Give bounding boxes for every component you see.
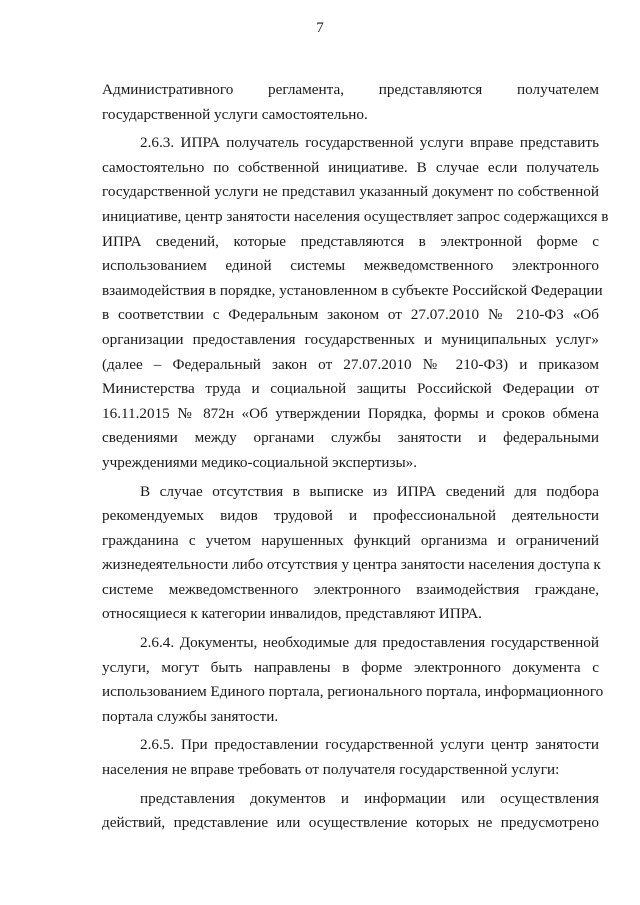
text-line: 2.6.4. Документы, необходимые для предоставления государственной	[140, 634, 599, 652]
text-line: жизнедеятельности либо отсутствия у центра занятости населения доступа к	[102, 556, 601, 574]
text-line: Административного регламента, представляются получателем	[102, 81, 599, 98]
text-line: государственной услуги самостоятельно.	[102, 105, 368, 123]
text-line: взаимодействия в порядке, установленном в субъекте Российской Федерации	[102, 281, 603, 299]
text-line: 16.11.2015 № 872н «Об утверждении Порядка, формы и сроков обмена	[102, 404, 599, 422]
paragraph	[102, 131, 609, 475]
text-line: портала службы занятости.	[102, 707, 279, 725]
text-line: системе межведомственного электронного взаимодействия граждане,	[102, 580, 599, 598]
text-line: государственной услуги не представил указанный документ по собственной	[102, 183, 599, 201]
text-line: (далее – Федеральный закон от 27.07.2010 № 210-ФЗ) и приказом	[102, 355, 599, 373]
text-line: 2.6.3. ИПРА получатель государственной услуги вправе представить	[140, 134, 599, 152]
paragraph	[102, 787, 599, 836]
text-line: инициативе, центр занятости населения осуществляет запрос содержащихся в	[102, 207, 609, 225]
text-line: В случае отсутствия в выписке из ИПРА сведений для подбора	[140, 482, 599, 500]
text-line: использованием Единого портала, регионального портала, информационного	[102, 683, 604, 701]
text-line: услуги, могут быть направлены в форме электронного документа с	[102, 658, 599, 676]
text-line: 2.6.5. При предоставлении государственной услуги центр занятости	[140, 736, 599, 754]
text-line: Министерства труда и социальной защиты Российской Федерации от	[102, 380, 599, 398]
text-line: гражданина с учетом нарушенных функций организма и ограничений	[102, 531, 599, 549]
text-line: населения не вправе требовать от получателя государственной услуги:	[102, 761, 560, 779]
text-line: самостоятельно по собственной инициативе. В случае если получатель	[102, 158, 599, 176]
text-line: сведениями между органами службы занятости и федеральными	[102, 429, 599, 447]
text-line: действий, представление или осуществление которых не предусмотрено	[102, 814, 599, 832]
text-line: использованием единой системы межведомственного электронного	[102, 257, 599, 275]
text-line: относящиеся к категории инвалидов, представляют ИПРА.	[102, 605, 482, 623]
paragraph	[102, 78, 599, 127]
paragraph	[102, 480, 599, 628]
page-number: 7	[316, 20, 324, 36]
text-line: представления документов и информации или осуществления	[140, 789, 599, 807]
paragraph	[102, 631, 604, 729]
text-line: организации предоставления государственных и муниципальных услуг»	[102, 330, 599, 348]
text-line: ИПРА сведений, которые представляются в электронной форме с	[102, 232, 599, 250]
text-line: рекомендуемых видов трудовой и профессиональной деятельности	[102, 507, 599, 525]
text-line: в соответствии с Федеральным законом от 27.07.2010 № 210-ФЗ «Об	[102, 306, 599, 324]
document-body	[102, 78, 609, 836]
text-line: учреждениями медико-социальной экспертизы».	[102, 453, 418, 471]
paragraph	[102, 733, 599, 782]
